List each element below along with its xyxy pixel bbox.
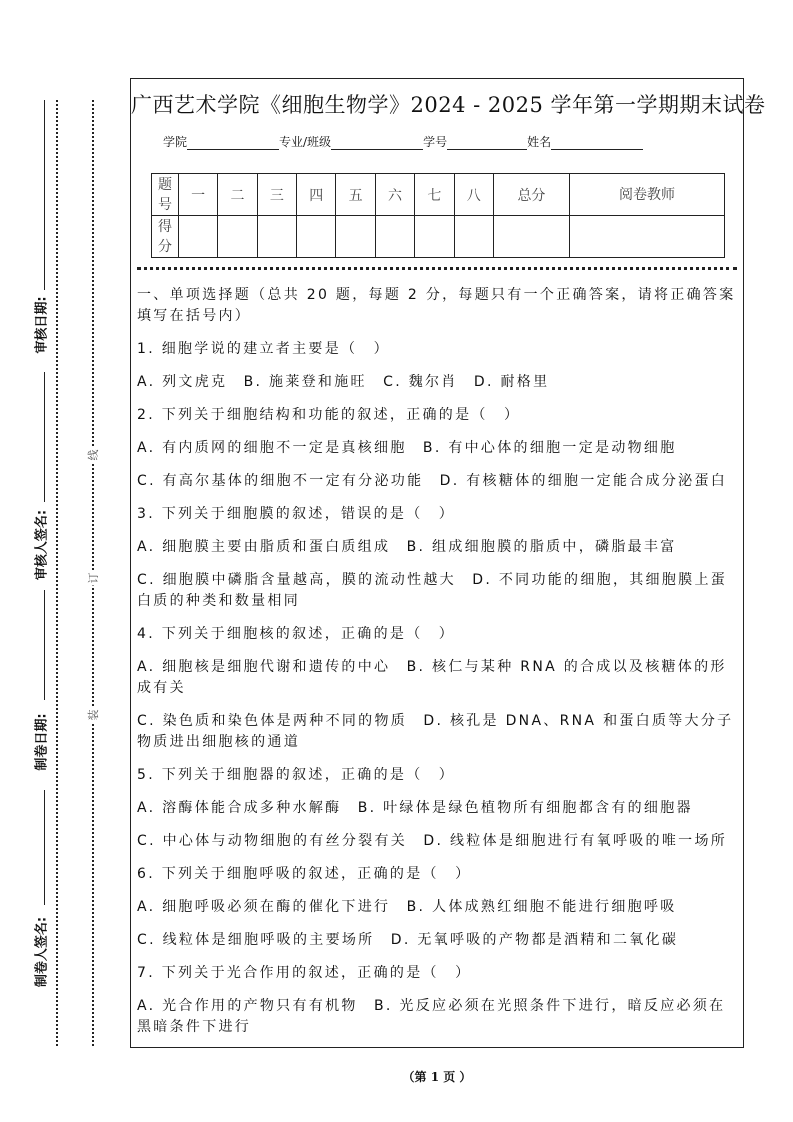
- score-cell[interactable]: [570, 216, 725, 258]
- name-label: 姓名: [527, 135, 552, 149]
- score-cell[interactable]: [454, 216, 493, 258]
- column-header-total: 总分: [493, 174, 569, 216]
- score-cell[interactable]: [297, 216, 336, 258]
- question-options: A. 细胞膜主要由脂质和蛋白质组成 B. 组成细胞膜的脂质中，磷脂最丰富: [137, 539, 677, 555]
- column-header: 四: [297, 174, 336, 216]
- major-class-field[interactable]: [331, 135, 423, 150]
- question-options: C. 线粒体是细胞呼吸的主要场所 D. 无氧呼吸的产物都是酒精和二氧化碳: [137, 932, 679, 948]
- score-cell[interactable]: [257, 216, 296, 258]
- question-stem: 3. 下列关于细胞膜的叙述，错误的是（ ）: [137, 506, 456, 522]
- binding-mark-bind: 装: [87, 709, 100, 721]
- page-number: （第 1 页 ）: [402, 1070, 472, 1084]
- question-number-label: 题号: [152, 174, 179, 216]
- question-options: A. 溶酶体能合成多种水解酶 B. 叶绿体是绿色植物所有细胞都含有的细胞器: [137, 800, 693, 816]
- compiler-signature-line: [44, 790, 45, 905]
- review-date-label: 审核日期:: [34, 296, 50, 354]
- question-stem: 4. 下列关于细胞核的叙述，正确的是（ ）: [137, 626, 456, 642]
- reviewer-signature-label: 审核人签名:: [34, 509, 50, 581]
- score-cell[interactable]: [415, 216, 454, 258]
- question-options: C. 细胞膜中磷脂含量越高，膜的流动性越大 D. 不同功能的细胞，其细胞膜上蛋白质的种类和数量相同: [137, 572, 728, 609]
- question-stem: 7. 下列关于光合作用的叙述，正确的是（ ）: [137, 965, 472, 981]
- question-stem: 5. 下列关于细胞器的叙述，正确的是（ ）: [137, 767, 456, 783]
- binding-mark-staple: 订: [87, 572, 100, 584]
- major-class-label: 专业/班级: [279, 135, 332, 149]
- student-id-field[interactable]: [447, 135, 527, 150]
- question-options: C. 染色质和染色体是两种不同的物质 D. 核孔是 DNA、RNA 和蛋白质等大分子物质进出细胞核的通道: [137, 713, 734, 750]
- exam-title: 广西艺术学院《细胞生物学》2024 - 2025 学年第一学期期末试卷: [131, 93, 766, 117]
- name-field[interactable]: [551, 135, 643, 150]
- student-id-label: 学号: [423, 135, 448, 149]
- score-cell[interactable]: [493, 216, 569, 258]
- question-stem: 1. 细胞学说的建立者主要是（ ）: [137, 341, 390, 357]
- compile-date-label: 制卷日期:: [34, 713, 50, 771]
- question-options: A. 有内质网的细胞不一定是真核细胞 B. 有中心体的细胞一定是动物细胞: [137, 440, 677, 456]
- student-info-fields: [163, 133, 643, 150]
- section-divider: [137, 267, 737, 270]
- question-stem: 6. 下列关于细胞呼吸的叙述，正确的是（ ）: [137, 866, 472, 882]
- question-stem: 2. 下列关于细胞结构和功能的叙述，正确的是（ ）: [137, 407, 521, 423]
- compile-date-line: [44, 590, 45, 700]
- question-options: C. 中心体与动物细胞的有丝分裂有关 D. 线粒体是细胞进行有氧呼吸的唯一场所: [137, 833, 728, 849]
- score-cell[interactable]: [375, 216, 414, 258]
- compiler-signature-label: 制卷人签名:: [34, 916, 50, 988]
- score-cell[interactable]: [336, 216, 375, 258]
- score-table-header-row: [152, 174, 725, 216]
- section-heading: 一、单项选择题（总共 20 题，每题 2 分，每题只有一个正确答案，请将正确答案填写在括号内）: [137, 287, 736, 324]
- column-header: 五: [336, 174, 375, 216]
- college-field[interactable]: [187, 135, 279, 150]
- question-section: [137, 285, 741, 1050]
- reviewer-signature-line: [44, 372, 45, 502]
- score-label: 得分: [152, 216, 179, 258]
- column-header: 八: [454, 174, 493, 216]
- question-options: C. 有高尔基体的细胞不一定有分泌功能 D. 有核糖体的细胞一定能合成分泌蛋白: [137, 473, 728, 489]
- question-options: A. 细胞呼吸必须在酶的催化下进行 B. 人体成熟红细胞不能进行细胞呼吸: [137, 899, 677, 915]
- column-header: 六: [375, 174, 414, 216]
- question-options: A. 列文虎克 B. 施莱登和施旺 C. 魏尔肖 D. 耐格里: [137, 374, 550, 390]
- exam-page-frame: [130, 78, 766, 1048]
- column-header-grader: 阅卷教师: [570, 174, 725, 216]
- binding-mark-line: 线: [87, 449, 100, 461]
- binding-dotted-line-outer: [56, 100, 58, 1046]
- column-header: 一: [179, 174, 218, 216]
- question-options: A. 光合作用的产物只有有机物 B. 光反应必须在光照条件下进行，暗反应必须在黑暗条件下进行: [137, 998, 726, 1035]
- college-label: 学院: [163, 135, 188, 149]
- column-header: 三: [257, 174, 296, 216]
- column-header: 七: [415, 174, 454, 216]
- review-date-line: [44, 100, 45, 290]
- score-cell[interactable]: [179, 216, 218, 258]
- score-table: [151, 173, 725, 258]
- column-header: 二: [218, 174, 257, 216]
- question-options: A. 细胞核是细胞代谢和遗传的中心 B. 核仁与某种 RNA 的合成以及核糖体的形成有关: [137, 659, 727, 696]
- score-table-score-row: [152, 216, 725, 258]
- score-cell[interactable]: [218, 216, 257, 258]
